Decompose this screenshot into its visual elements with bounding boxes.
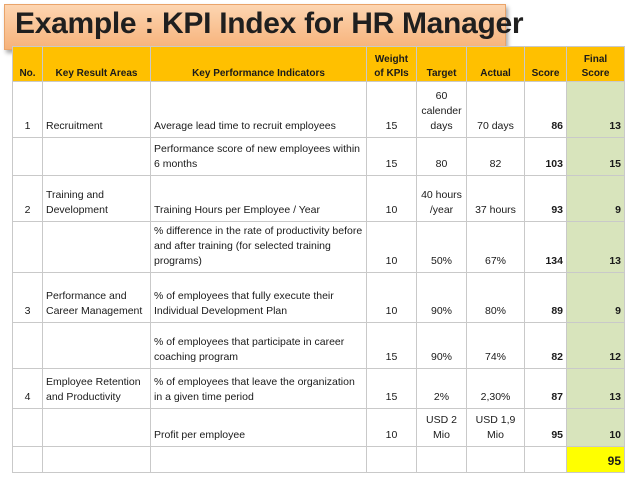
cell-actual: USD 1,9 Mio bbox=[467, 409, 525, 447]
cell-actual: 74% bbox=[467, 323, 525, 369]
cell-no: 4 bbox=[13, 369, 43, 409]
cell-actual: 67% bbox=[467, 222, 525, 273]
cell-kpi: Average lead time to recruit employees bbox=[151, 82, 367, 138]
table-row bbox=[13, 222, 625, 273]
cell-actual: 70 days bbox=[467, 82, 525, 138]
cell-score: 87 bbox=[525, 369, 567, 409]
table-row bbox=[13, 82, 625, 138]
cell-kpi: % of employees that leave the organization in a given time period bbox=[151, 369, 367, 409]
cell-kpi: Training Hours per Employee / Year bbox=[151, 176, 367, 222]
cell-final: 13 bbox=[567, 369, 625, 409]
cell-final: 15 bbox=[567, 138, 625, 176]
cell-final: 13 bbox=[567, 222, 625, 273]
cell-kpi: Performance score of new employees within 6 months bbox=[151, 138, 367, 176]
cell-score: 93 bbox=[525, 176, 567, 222]
cell-target: 60 calender days bbox=[417, 82, 467, 138]
cell-weight: 15 bbox=[367, 82, 417, 138]
kpi-table bbox=[12, 46, 625, 473]
cell-weight: 15 bbox=[367, 138, 417, 176]
header-no: No. bbox=[13, 47, 43, 82]
cell-actual: 80% bbox=[467, 273, 525, 323]
cell-score: 89 bbox=[525, 273, 567, 323]
cell-weight: 15 bbox=[367, 369, 417, 409]
header-row bbox=[13, 47, 625, 82]
total-score: 95 bbox=[567, 447, 625, 473]
cell-score: 103 bbox=[525, 138, 567, 176]
cell-actual: 82 bbox=[467, 138, 525, 176]
cell-target: 40 hours /year bbox=[417, 176, 467, 222]
cell-kra bbox=[43, 222, 151, 273]
cell-no bbox=[13, 138, 43, 176]
cell-target: 90% bbox=[417, 323, 467, 369]
cell-no: 3 bbox=[13, 273, 43, 323]
cell-no: 1 bbox=[13, 82, 43, 138]
cell-target: 2% bbox=[417, 369, 467, 409]
cell-kra bbox=[43, 323, 151, 369]
cell-weight: 10 bbox=[367, 222, 417, 273]
cell-final: 12 bbox=[567, 323, 625, 369]
table-row bbox=[13, 409, 625, 447]
cell-score: 86 bbox=[525, 82, 567, 138]
cell-score: 134 bbox=[525, 222, 567, 273]
cell-kra bbox=[43, 138, 151, 176]
cell-kpi: % difference in the rate of productivity before and after training (for selected training programs) bbox=[151, 222, 367, 273]
cell-no bbox=[13, 222, 43, 273]
cell-actual: 37 hours bbox=[467, 176, 525, 222]
cell-weight: 10 bbox=[367, 409, 417, 447]
cell-final: 9 bbox=[567, 176, 625, 222]
cell-target: USD 2 Mio bbox=[417, 409, 467, 447]
header-kra: Key Result Areas bbox=[43, 47, 151, 82]
cell-weight: 10 bbox=[367, 176, 417, 222]
cell-kpi: % of employees that fully execute their Individual Development Plan bbox=[151, 273, 367, 323]
header-final: Final Score bbox=[567, 47, 625, 82]
cell-weight: 10 bbox=[367, 273, 417, 323]
cell-kra: Recruitment bbox=[43, 82, 151, 138]
cell-kra bbox=[43, 409, 151, 447]
cell-kpi: % of employees that participate in career coaching program bbox=[151, 323, 367, 369]
table-row bbox=[13, 323, 625, 369]
cell-score: 95 bbox=[525, 409, 567, 447]
cell-target: 80 bbox=[417, 138, 467, 176]
cell-no: 2 bbox=[13, 176, 43, 222]
cell-kra: Performance and Career Management bbox=[43, 273, 151, 323]
cell-target: 50% bbox=[417, 222, 467, 273]
cell-target: 90% bbox=[417, 273, 467, 323]
total-row bbox=[13, 447, 625, 473]
cell-no bbox=[13, 323, 43, 369]
title-banner bbox=[4, 4, 524, 50]
cell-kra: Training and Development bbox=[43, 176, 151, 222]
cell-weight: 15 bbox=[367, 323, 417, 369]
cell-kra: Employee Retention and Productivity bbox=[43, 369, 151, 409]
cell-final: 10 bbox=[567, 409, 625, 447]
table-row bbox=[13, 138, 625, 176]
cell-no bbox=[13, 409, 43, 447]
cell-actual: 2,30% bbox=[467, 369, 525, 409]
page-title: Example : KPI Index for HR Manager bbox=[15, 7, 524, 40]
header-kpi: Key Performance Indicators bbox=[151, 47, 367, 82]
header-score: Score bbox=[525, 47, 567, 82]
header-weight: Weight of KPIs bbox=[367, 47, 417, 82]
table-row bbox=[13, 273, 625, 323]
cell-final: 13 bbox=[567, 82, 625, 138]
cell-score: 82 bbox=[525, 323, 567, 369]
table-row bbox=[13, 369, 625, 409]
table-row bbox=[13, 176, 625, 222]
cell-final: 9 bbox=[567, 273, 625, 323]
header-target: Target bbox=[417, 47, 467, 82]
cell-kpi: Profit per employee bbox=[151, 409, 367, 447]
header-actual: Actual bbox=[467, 47, 525, 82]
